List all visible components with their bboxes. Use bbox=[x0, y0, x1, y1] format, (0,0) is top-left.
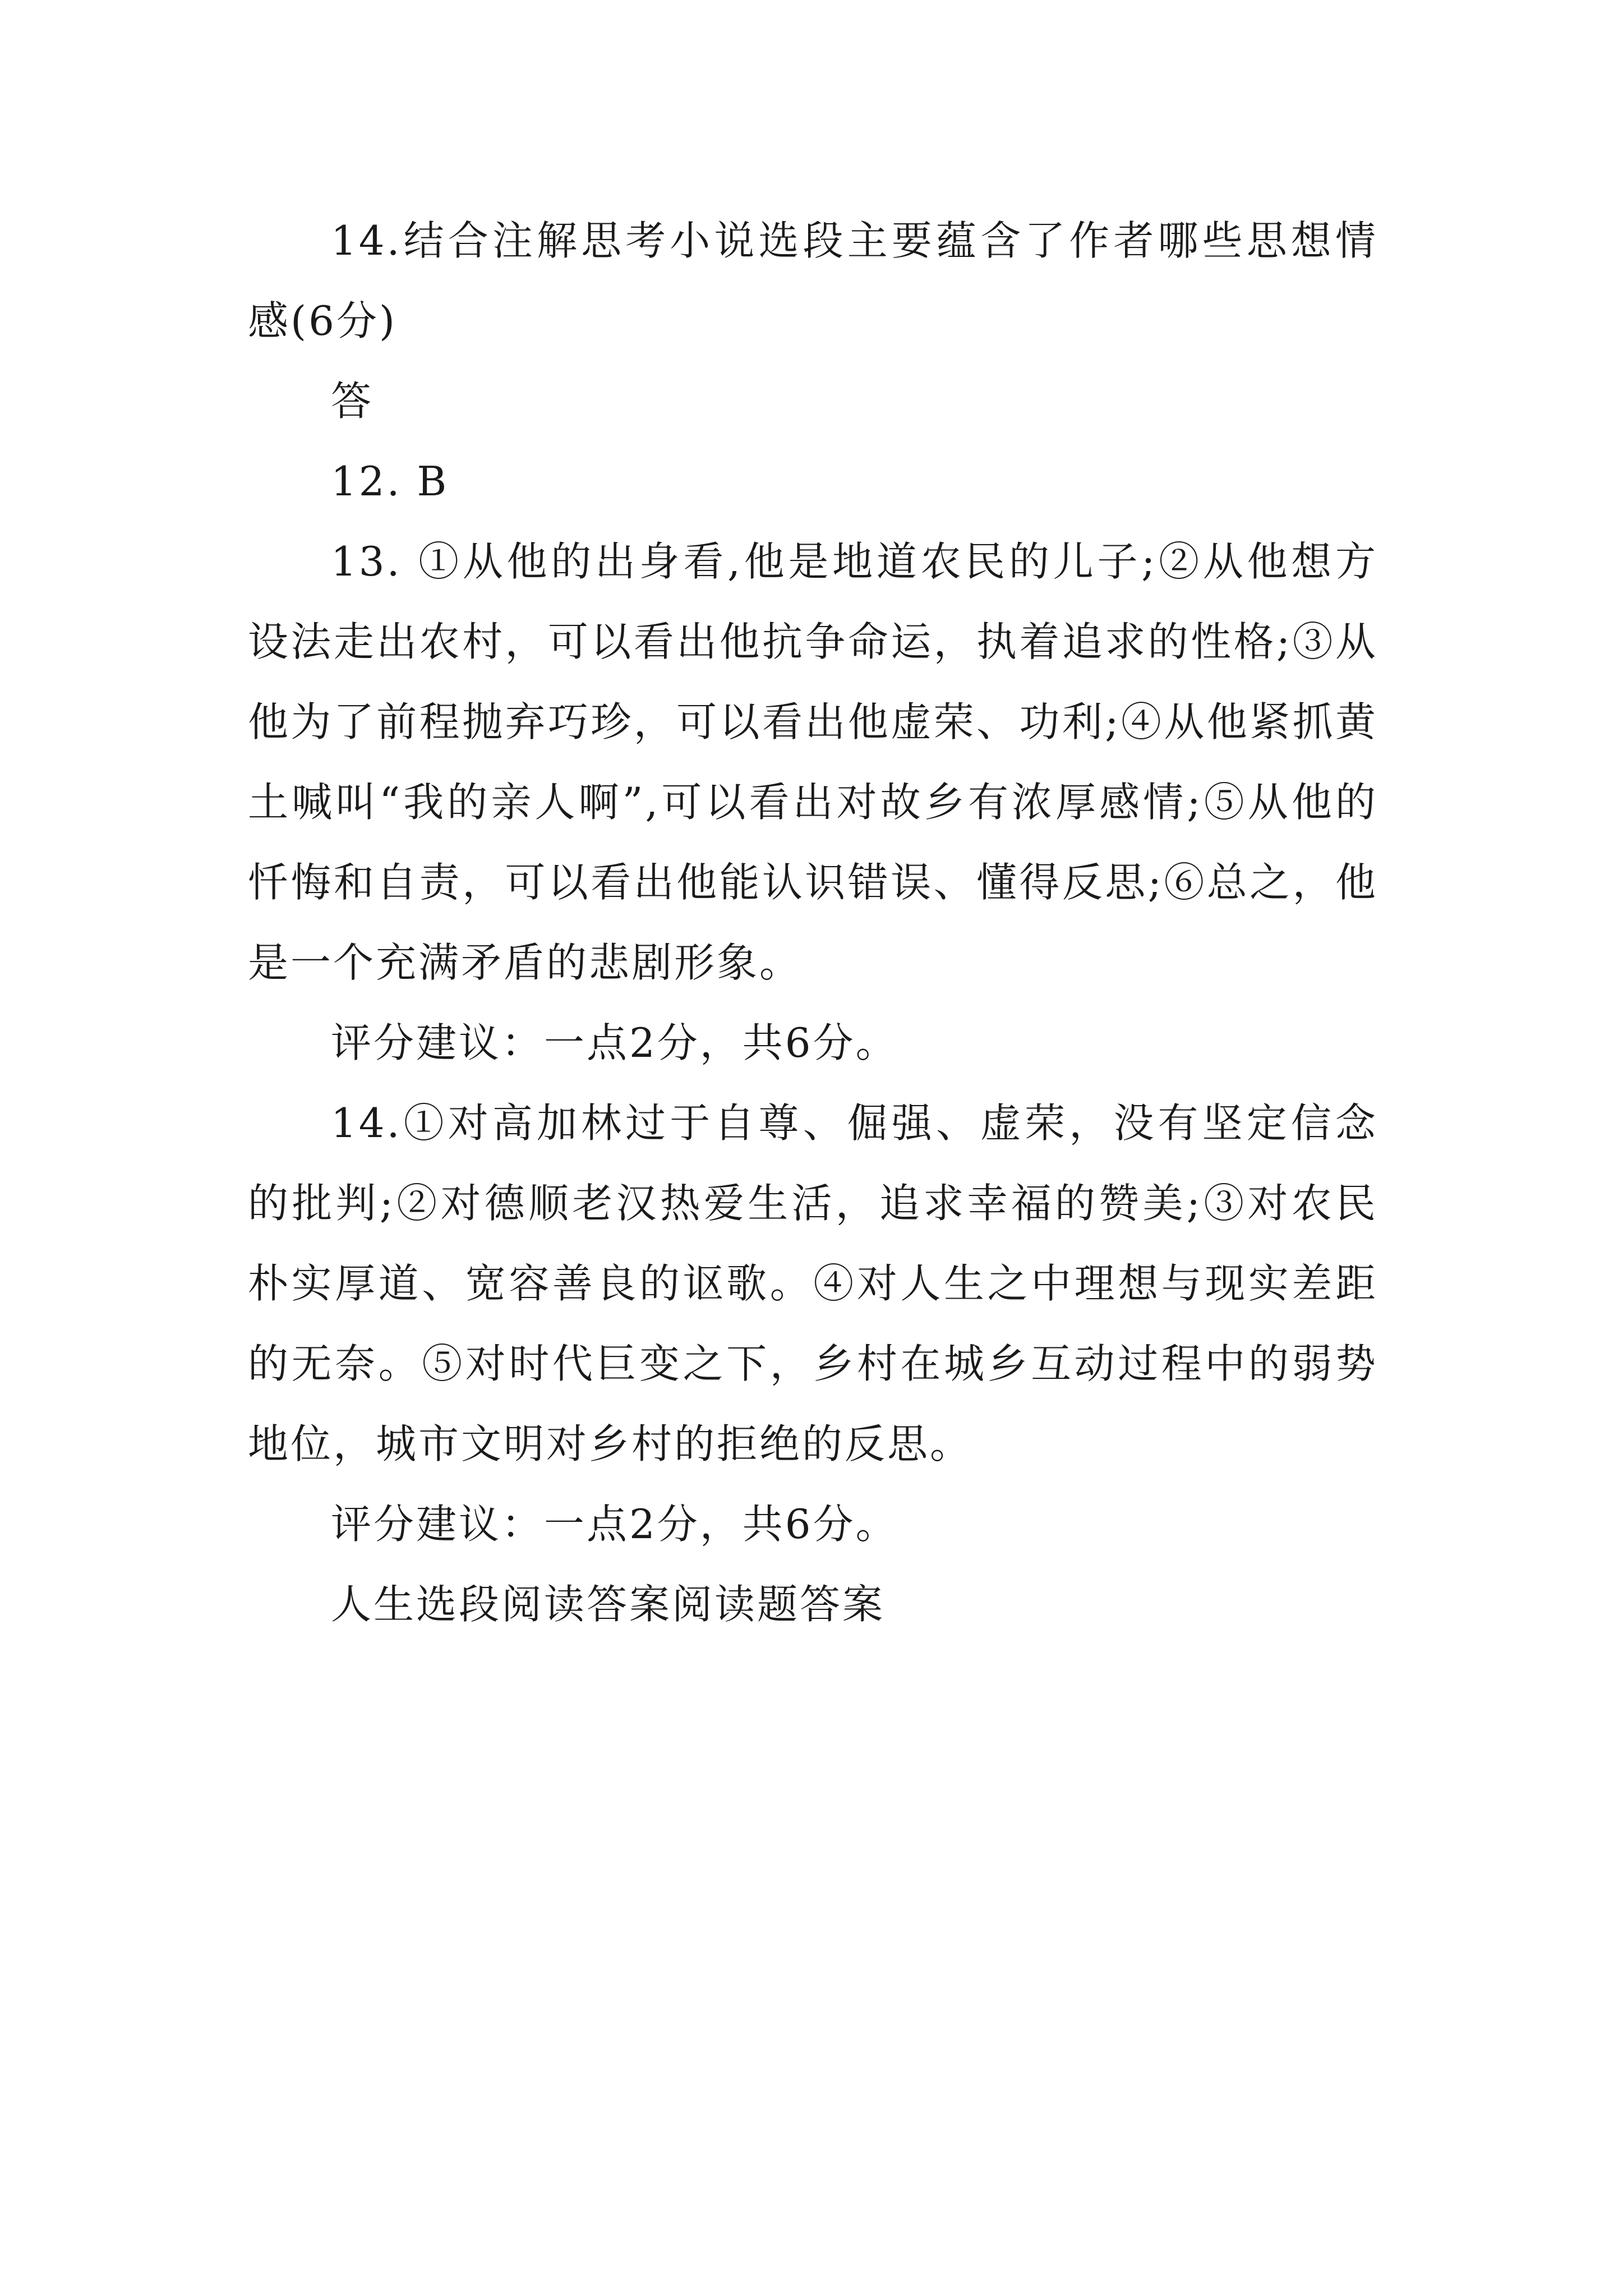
answer-14: 14.①对高加林过于自尊、倔强、虚荣，没有坚定信念的批判;②对德顺老汉热爱生活，追求幸福的赞美;③对农民朴实厚道、宽容善良的讴歌。④对人生之中理想与现实差距的无奈。⑤对时代巨变之下，乡村在城乡互动过程中的弱势地位，城市文明对乡村的拒绝的反思。 bbox=[248, 1099, 1378, 1467]
question-14-prompt: 14.结合注解思考小说选段主要蕴含了作者哪些思想情感(6分) bbox=[248, 217, 1378, 344]
scoring-note-14: 评分建议：一点2分，共6分。 bbox=[331, 1501, 898, 1548]
document-footer-title: 人生选段阅读答案阅读题答案 bbox=[331, 1581, 886, 1628]
scoring-note-13: 评分建议：一点2分，共6分。 bbox=[331, 1019, 898, 1066]
document-body bbox=[248, 201, 1378, 1645]
answer-heading: 答 bbox=[331, 378, 374, 425]
answer-12: 12. B bbox=[331, 458, 449, 505]
answer-13: 13. ①从他的出身看,他是地道农民的儿子;②从他想方设法走出农村，可以看出他抗争命运，执着追求的性格;③从他为了前程抛弃巧珍，可以看出他虚荣、功利;④从他紧抓黄土喊叫“我的亲人啊”,可以看出对故乡有浓厚感情;⑤从他的忏悔和自责，可以看出他能认识错误、懂得反思;⑥总之，他是一个充满矛盾的悲剧形象。 bbox=[248, 538, 1378, 986]
